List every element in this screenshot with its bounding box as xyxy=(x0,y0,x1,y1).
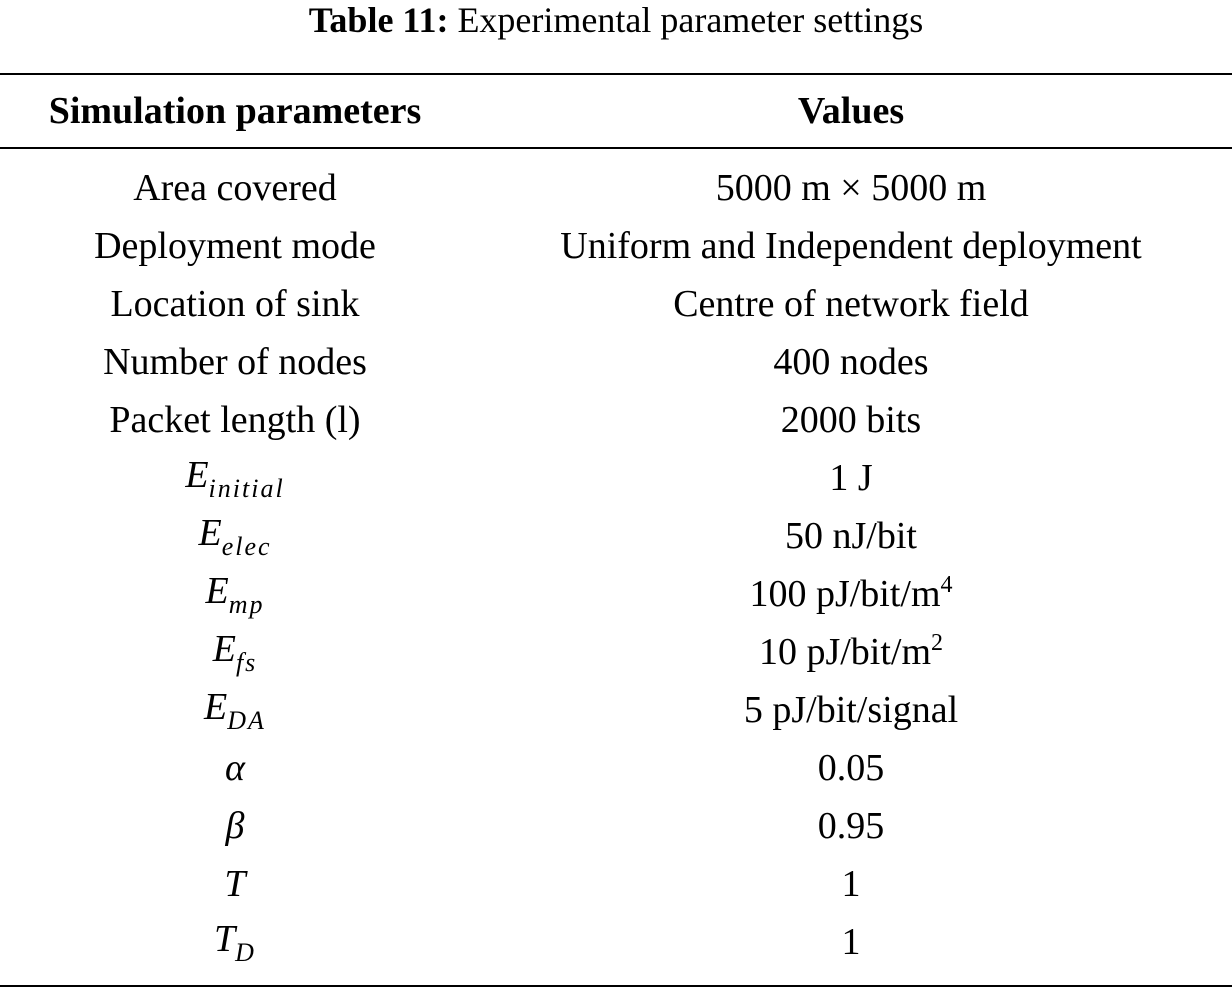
table-row xyxy=(0,507,1232,565)
param-cell xyxy=(0,453,470,504)
table-row xyxy=(0,797,1232,855)
value-cell: 1 xyxy=(841,921,861,963)
value-cell: 5000 m × 5000 m xyxy=(715,167,987,209)
table-row xyxy=(0,159,1232,217)
value-cell: 5 pJ/bit/signal xyxy=(743,689,959,731)
table-row xyxy=(0,855,1232,913)
table-row xyxy=(0,623,1232,681)
value-cell xyxy=(470,572,1232,616)
table-row xyxy=(0,681,1232,739)
table-caption xyxy=(0,0,1232,42)
value-text: 10 pJ/bit/m xyxy=(758,631,932,673)
table-body xyxy=(0,149,1232,985)
parameter-table xyxy=(0,73,1232,987)
header-simulation-parameters: Simulation parameters xyxy=(48,90,422,132)
param-symbol: E xyxy=(212,627,236,670)
param-subscript: DA xyxy=(227,705,266,735)
table-row xyxy=(0,391,1232,449)
param-subscript: mp xyxy=(228,589,265,619)
value-cell: 2000 bits xyxy=(780,399,922,441)
value-cell: 0.95 xyxy=(817,805,885,847)
table-caption-text: Experimental parameter settings xyxy=(457,0,924,40)
param-subscript: elec xyxy=(221,531,272,561)
value-cell xyxy=(470,630,1232,674)
param-cell xyxy=(0,627,470,678)
param-cell xyxy=(0,917,470,968)
param-symbol: α xyxy=(225,747,245,789)
param-symbol: E xyxy=(204,685,228,728)
param-symbol: T xyxy=(214,917,236,960)
param-symbol: E xyxy=(198,511,222,554)
header-values: Values xyxy=(797,90,905,132)
value-cell: Centre of network field xyxy=(673,283,1029,325)
param-cell: Number of nodes xyxy=(103,341,367,383)
param-cell xyxy=(0,862,470,906)
param-subscript: initial xyxy=(208,473,285,503)
param-cell xyxy=(0,685,470,736)
table-row xyxy=(0,275,1232,333)
param-cell xyxy=(0,746,470,790)
table-row xyxy=(0,333,1232,391)
param-cell: Location of sink xyxy=(110,283,360,325)
value-cell: 400 nodes xyxy=(773,341,929,383)
value-cell: Uniform and Independent deployment xyxy=(560,225,1142,267)
param-symbol: β xyxy=(225,805,245,847)
param-subscript: fs xyxy=(235,647,258,677)
table-row xyxy=(0,449,1232,507)
value-superscript: 4 xyxy=(940,572,953,598)
param-subscript: D xyxy=(235,937,256,967)
param-symbol: E xyxy=(185,453,209,496)
value-superscript: 2 xyxy=(931,630,944,656)
value-cell: 0.05 xyxy=(817,747,885,789)
param-cell: Packet length (l) xyxy=(109,399,361,441)
param-cell xyxy=(0,511,470,562)
param-symbol: E xyxy=(205,569,229,612)
param-cell: Area covered xyxy=(133,167,337,209)
table-row xyxy=(0,217,1232,275)
table-row xyxy=(0,913,1232,971)
param-cell xyxy=(0,569,470,620)
table-header-row xyxy=(0,75,1232,149)
value-cell: 1 xyxy=(841,863,861,905)
value-text: 100 pJ/bit/m xyxy=(749,573,941,615)
param-symbol: T xyxy=(224,863,246,905)
param-cell xyxy=(0,804,470,848)
table-row xyxy=(0,739,1232,797)
param-cell: Deployment mode xyxy=(94,225,376,267)
value-cell: 1 J xyxy=(829,457,873,499)
table-caption-label: Table 11: xyxy=(308,0,449,40)
table-row xyxy=(0,565,1232,623)
value-cell: 50 nJ/bit xyxy=(785,515,917,557)
